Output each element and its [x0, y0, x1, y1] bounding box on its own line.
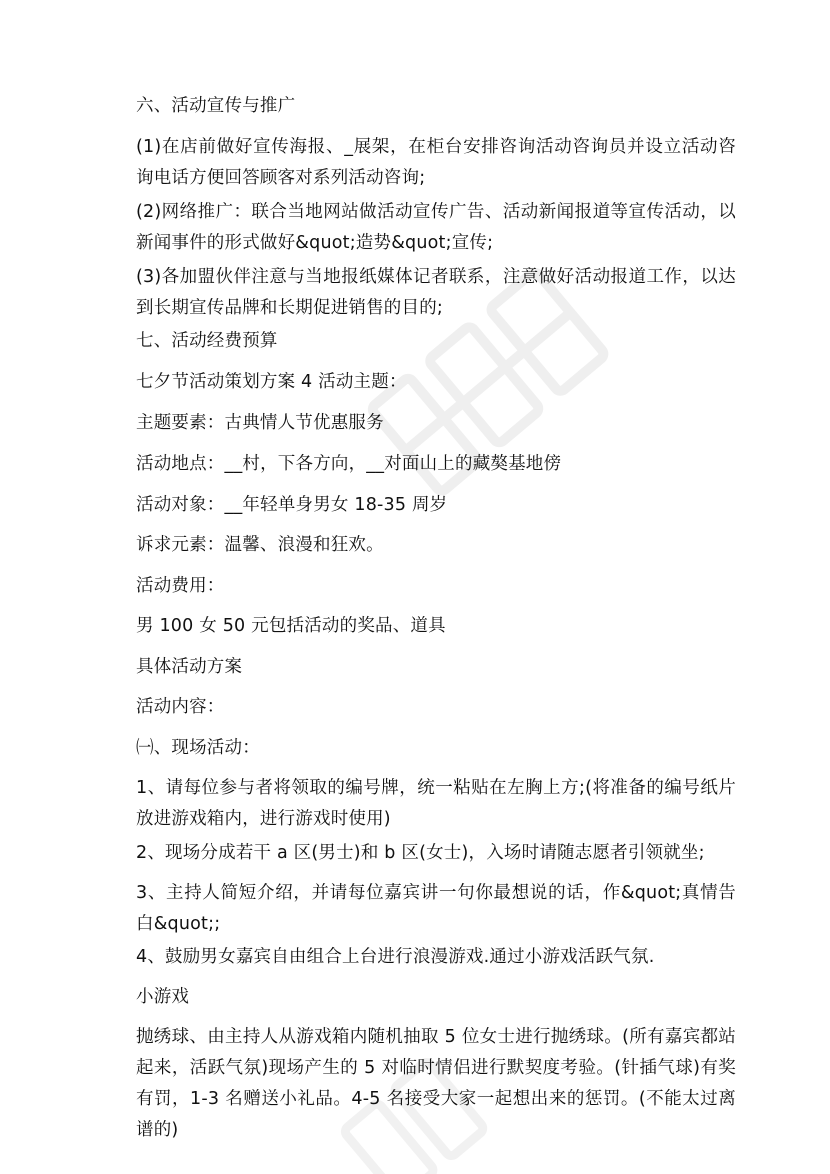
- paragraph-partner-media: (3)各加盟伙伴注意与当地报纸媒体记者联系，注意做好活动报道工作，以达到长期宣传品牌和长期促进销售的目的;: [136, 267, 736, 318]
- list-item-2: 2、现场分成若干 a 区(男士)和 b 区(女士)，入场时请随志愿者引领就坐;: [136, 843, 705, 863]
- activity-content-label: 活动内容：: [136, 697, 225, 717]
- list-item-1: 1、请每位参与者将领取的编号牌，统一粘贴在左胸上方;(将准备的编号纸片放进游戏箱内，进行游戏时使用): [136, 778, 736, 829]
- list-item-3: 3、主持人简短介绍，并请每位嘉宾讲一句你最想说的话，作&quot;真情告白&quot;;: [136, 883, 736, 934]
- appeal-elements: 诉求元素：温馨、浪漫和狂欢。: [136, 535, 384, 555]
- onsite-activity-heading: ㈠、现场活动：: [136, 738, 260, 758]
- section-heading-promotion: 六、活动宣传与推广: [136, 96, 296, 116]
- list-item-4: 4、鼓励男女嘉宾自由组合上台进行浪漫游戏.通过小游戏活跃气氛.: [136, 947, 655, 967]
- event-fee-label: 活动费用：: [136, 576, 225, 596]
- mini-games-heading: 小游戏: [136, 987, 190, 1007]
- event-audience: 活动对象：__年轻单身男女 18-35 周岁: [136, 495, 448, 515]
- mini-games-description: 抛绣球、由主持人从游戏箱内随机抽取 5 位女士进行抛绣球。(所有嘉宾都站起来，活跃气氛)现场产生的 5 对临时情侣进行默契度考验。(针插气球)有奖有罚，1-3 名赠送小礼品。4-5 名接受大家一起想出来的惩罚。(不能太过离谱的): [136, 1027, 736, 1140]
- event-location: 活动地点：__村，下各方向，__对面山上的藏獒基地傍: [136, 454, 562, 474]
- paragraph-online-promotion: (2)网络推广：联合当地网站做活动宣传广告、活动新闻报道等宣传活动，以新闻事件的形式做好&quot;造势&quot;宣传;: [136, 202, 736, 253]
- event-fee-detail: 男 100 女 50 元包括活动的奖品、道具: [136, 616, 446, 636]
- section-heading-budget: 七、活动经费预算: [136, 331, 278, 351]
- theme-elements: 主题要素：古典情人节优惠服务: [136, 413, 384, 433]
- detailed-plan-heading: 具体活动方案: [136, 657, 243, 677]
- paragraph-store-promotion: (1)在店前做好宣传海报、_展架，在柜台安排咨询活动咨询员并设立活动咨询电话方便回答顾客对系列活动咨询;: [136, 137, 736, 188]
- plan-title: 七夕节活动策划方案 4 活动主题：: [136, 372, 407, 392]
